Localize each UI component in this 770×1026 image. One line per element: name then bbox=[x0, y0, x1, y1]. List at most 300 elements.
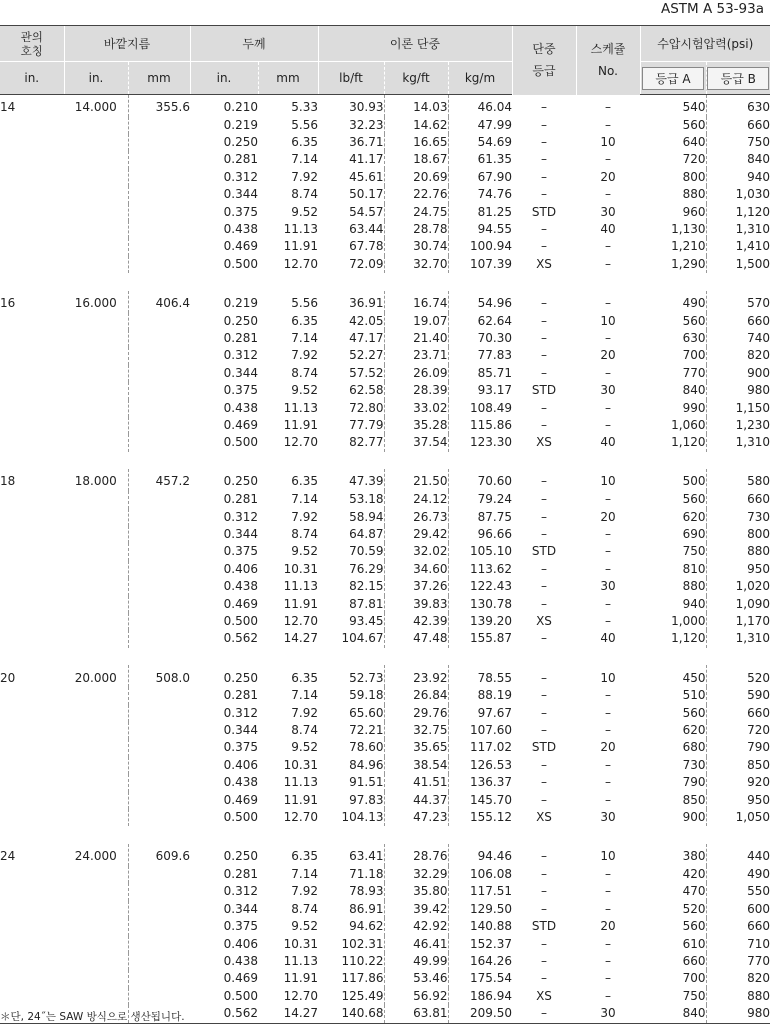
value-cell: 40 bbox=[600, 221, 616, 236]
value-cell: 1,050 bbox=[706, 809, 770, 826]
value-cell: 93.17 bbox=[448, 382, 512, 399]
value-cell: 0.312 bbox=[223, 884, 258, 899]
table-row bbox=[0, 883, 770, 900]
value-cell: 0.438 bbox=[223, 775, 258, 790]
value-cell: 78.93 bbox=[349, 884, 384, 899]
value-cell: 880 bbox=[682, 187, 706, 202]
value-cell: 0.312 bbox=[223, 705, 258, 720]
od-mm-cell bbox=[128, 792, 190, 809]
value-cell: 840 bbox=[706, 151, 770, 168]
value-cell: – bbox=[605, 561, 611, 576]
size-cell bbox=[0, 347, 64, 364]
value-cell: 93.45 bbox=[349, 614, 384, 629]
value-cell: – bbox=[605, 757, 611, 772]
value-cell: 106.08 bbox=[448, 866, 512, 883]
value-cell: 850 bbox=[706, 757, 770, 774]
value-cell: XS bbox=[536, 988, 552, 1003]
value-cell: 113.62 bbox=[448, 561, 512, 578]
value-cell: 0.344 bbox=[223, 527, 258, 541]
od-mm-cell bbox=[128, 705, 190, 722]
spacer-cell bbox=[0, 273, 770, 290]
size-cell bbox=[0, 901, 64, 918]
value-cell: – bbox=[541, 492, 547, 507]
value-cell: 14.27 bbox=[258, 1005, 318, 1023]
od-mm-cell bbox=[128, 901, 190, 918]
value-cell: 12.70 bbox=[283, 435, 318, 450]
value-cell: 52.27 bbox=[349, 348, 384, 363]
table-row bbox=[0, 204, 770, 221]
od-mm-cell bbox=[128, 347, 190, 364]
size-cell bbox=[0, 186, 64, 203]
od-in-cell bbox=[64, 543, 128, 560]
value-cell: 11.91 bbox=[283, 417, 318, 432]
table-row bbox=[0, 665, 770, 687]
value-cell: 6.35 bbox=[291, 849, 318, 864]
value-cell: 11.13 bbox=[283, 579, 318, 594]
value-cell: 6.35 bbox=[291, 313, 318, 328]
value-cell: 980 bbox=[706, 1005, 770, 1023]
od-in-cell bbox=[64, 630, 128, 647]
value-cell: 57.52 bbox=[349, 365, 384, 380]
value-cell: 1,130 bbox=[671, 221, 706, 236]
od-in-cell bbox=[64, 491, 128, 508]
value-cell: 0.250 bbox=[223, 849, 258, 864]
table-row bbox=[0, 95, 770, 117]
od-in-cell bbox=[64, 509, 128, 526]
od-mm-cell bbox=[128, 365, 190, 382]
value-cell: 660 bbox=[706, 491, 770, 508]
size-cell bbox=[0, 722, 64, 739]
value-cell: 0.469 bbox=[223, 971, 258, 986]
value-cell: 136.37 bbox=[448, 774, 512, 791]
value-cell: 0.312 bbox=[223, 509, 258, 524]
value-cell: STD bbox=[531, 740, 557, 755]
value-cell: 91.51 bbox=[349, 775, 384, 790]
size-cell bbox=[0, 705, 64, 722]
value-cell: 11.91 bbox=[283, 596, 318, 611]
value-cell: 94.46 bbox=[448, 844, 512, 866]
size-cell bbox=[0, 774, 64, 791]
value-cell: 47.48 bbox=[384, 630, 448, 647]
grade-a-box: 등급 A bbox=[642, 67, 704, 90]
value-cell: 53.46 bbox=[384, 970, 448, 987]
value-cell: – bbox=[541, 936, 547, 951]
value-cell: 1,290 bbox=[671, 256, 706, 271]
value-cell: 164.26 bbox=[448, 953, 512, 970]
value-cell: 30 bbox=[576, 1005, 640, 1023]
value-cell: 0.250 bbox=[223, 474, 258, 489]
value-cell: 125.49 bbox=[341, 988, 384, 1003]
value-cell: 12.70 bbox=[283, 614, 318, 629]
od-in-cell bbox=[64, 918, 128, 935]
table-row bbox=[0, 596, 770, 613]
value-cell: 840 bbox=[682, 383, 706, 398]
od-mm-cell bbox=[128, 866, 190, 883]
value-cell: 94.62 bbox=[349, 919, 384, 934]
value-cell: 40 bbox=[600, 631, 616, 646]
value-cell: – bbox=[605, 544, 611, 559]
value-cell: 97.83 bbox=[349, 792, 384, 807]
od-in-cell bbox=[64, 347, 128, 364]
value-cell: 58.94 bbox=[349, 509, 384, 524]
value-cell: 680 bbox=[682, 740, 706, 755]
value-cell: – bbox=[541, 631, 547, 646]
header-weight-class: 단중 등급 bbox=[512, 26, 576, 95]
value-cell: – bbox=[541, 509, 547, 524]
value-cell: 880 bbox=[706, 543, 770, 560]
value-cell: 37.54 bbox=[384, 434, 448, 451]
value-cell: – bbox=[541, 221, 547, 236]
value-cell: 620 bbox=[682, 723, 706, 738]
value-cell: 175.54 bbox=[448, 970, 512, 987]
group-spacer bbox=[0, 273, 770, 290]
value-cell: 660 bbox=[706, 705, 770, 722]
table-row bbox=[0, 739, 770, 756]
value-cell: – bbox=[605, 866, 611, 881]
od-in-cell bbox=[64, 256, 128, 273]
value-cell: 7.92 bbox=[291, 169, 318, 184]
value-cell: 10.31 bbox=[283, 561, 318, 576]
size-cell bbox=[0, 151, 64, 168]
table-row bbox=[0, 526, 770, 543]
od-in-cell bbox=[64, 866, 128, 883]
value-cell: 1,060 bbox=[671, 417, 706, 432]
value-cell: 140.88 bbox=[448, 918, 512, 935]
size-cell bbox=[0, 382, 64, 399]
value-cell: 1,150 bbox=[706, 400, 770, 417]
od-mm-cell: 355.6 bbox=[128, 95, 190, 117]
od-in-cell bbox=[64, 330, 128, 347]
value-cell: 145.70 bbox=[448, 792, 512, 809]
value-cell: 0.406 bbox=[223, 757, 258, 772]
value-cell: – bbox=[541, 330, 547, 345]
value-cell: 1,210 bbox=[671, 239, 706, 254]
value-cell: 450 bbox=[682, 670, 706, 685]
value-cell: 550 bbox=[706, 883, 770, 900]
table-row bbox=[0, 792, 770, 809]
spacer-cell bbox=[0, 826, 770, 843]
value-cell: 117.51 bbox=[448, 883, 512, 900]
value-cell: – bbox=[512, 1005, 576, 1023]
value-cell: 140.68 bbox=[318, 1005, 384, 1023]
header-pressure: 수압시험압력(psi) bbox=[640, 26, 770, 62]
value-cell: 28.76 bbox=[384, 844, 448, 866]
pipe-spec-table bbox=[0, 25, 770, 1024]
value-cell: 560 bbox=[682, 705, 706, 720]
table-header bbox=[0, 26, 770, 95]
value-cell: – bbox=[541, 417, 547, 432]
size-cell bbox=[0, 117, 64, 134]
value-cell: 0.344 bbox=[223, 365, 258, 380]
od-mm-cell bbox=[128, 687, 190, 704]
size-cell bbox=[0, 313, 64, 330]
value-cell: 0.406 bbox=[223, 936, 258, 951]
value-cell: 21.50 bbox=[384, 469, 448, 491]
value-cell: – bbox=[541, 953, 547, 968]
value-cell: 46.41 bbox=[384, 936, 448, 953]
value-cell: 380 bbox=[682, 849, 706, 864]
value-cell: – bbox=[541, 117, 547, 132]
value-cell: 18.67 bbox=[384, 151, 448, 168]
value-cell: 11.91 bbox=[283, 239, 318, 254]
value-cell: 186.94 bbox=[448, 988, 512, 1005]
header-od: 바깥지름 bbox=[64, 26, 190, 62]
value-cell: 34.60 bbox=[384, 561, 448, 578]
value-cell: 20 bbox=[600, 169, 616, 184]
value-cell: 108.49 bbox=[448, 400, 512, 417]
value-cell: 790 bbox=[682, 775, 706, 790]
table-body bbox=[0, 95, 770, 1024]
value-cell: 36.71 bbox=[349, 134, 384, 149]
value-cell: 740 bbox=[706, 330, 770, 347]
value-cell: 96.66 bbox=[448, 526, 512, 543]
od-mm-cell bbox=[128, 613, 190, 630]
value-cell: 1,410 bbox=[706, 238, 770, 255]
value-cell: 0.344 bbox=[223, 901, 258, 916]
value-cell: 77.79 bbox=[349, 417, 384, 432]
value-cell: 0.469 bbox=[223, 596, 258, 611]
group-spacer bbox=[0, 648, 770, 665]
value-cell: 7.14 bbox=[291, 330, 318, 345]
table-row bbox=[0, 757, 770, 774]
od-in-cell bbox=[64, 613, 128, 630]
value-cell: 10 bbox=[600, 474, 616, 489]
value-cell: 61.35 bbox=[448, 151, 512, 168]
value-cell: – bbox=[605, 365, 611, 380]
value-cell: 87.81 bbox=[349, 596, 384, 611]
value-cell: – bbox=[605, 187, 611, 202]
value-cell: 660 bbox=[706, 117, 770, 134]
table-row bbox=[0, 347, 770, 364]
value-cell: 11.91 bbox=[283, 792, 318, 807]
value-cell: 0.406 bbox=[223, 561, 258, 576]
table-row bbox=[0, 705, 770, 722]
value-cell: – bbox=[605, 295, 611, 310]
table-row bbox=[0, 117, 770, 134]
value-cell: – bbox=[541, 99, 547, 114]
value-cell: – bbox=[541, 365, 547, 380]
od-in-cell bbox=[64, 687, 128, 704]
table-row bbox=[0, 543, 770, 560]
value-cell: 62.64 bbox=[448, 313, 512, 330]
table-row bbox=[0, 988, 770, 1005]
od-in-cell bbox=[64, 526, 128, 543]
size-cell bbox=[0, 988, 64, 1005]
value-cell: 81.25 bbox=[448, 204, 512, 221]
od-in-cell bbox=[64, 705, 128, 722]
value-cell: 730 bbox=[682, 757, 706, 772]
value-cell: 70.59 bbox=[349, 544, 384, 559]
size-cell bbox=[0, 204, 64, 221]
header-od-mm: mm bbox=[128, 62, 190, 95]
value-cell: – bbox=[605, 614, 611, 629]
od-in-cell bbox=[64, 365, 128, 382]
value-cell: 20 bbox=[600, 509, 616, 524]
value-cell: 590 bbox=[706, 687, 770, 704]
value-cell: 0.250 bbox=[223, 313, 258, 328]
size-cell: 18 bbox=[0, 474, 16, 489]
value-cell: 0.500 bbox=[223, 614, 258, 629]
size-cell bbox=[0, 543, 64, 560]
value-cell: 500 bbox=[682, 474, 706, 489]
od-in-cell bbox=[64, 936, 128, 953]
group-spacer bbox=[0, 452, 770, 469]
size-cell bbox=[0, 526, 64, 543]
value-cell: – bbox=[541, 705, 547, 720]
od-mm-cell bbox=[128, 578, 190, 595]
value-cell: 78.60 bbox=[349, 740, 384, 755]
size-cell: 16 bbox=[0, 295, 16, 310]
header-kgft: kg/ft bbox=[384, 62, 448, 95]
od-in-cell bbox=[64, 883, 128, 900]
value-cell: 35.28 bbox=[384, 417, 448, 434]
od-in-cell bbox=[64, 722, 128, 739]
value-cell: – bbox=[541, 239, 547, 254]
value-cell: 23.71 bbox=[384, 347, 448, 364]
value-cell: 0.281 bbox=[223, 152, 258, 167]
value-cell: 0.438 bbox=[223, 953, 258, 968]
value-cell: – bbox=[605, 492, 611, 507]
value-cell: 470 bbox=[682, 884, 706, 899]
value-cell: – bbox=[605, 99, 611, 114]
value-cell: 750 bbox=[706, 134, 770, 151]
value-cell: 1,090 bbox=[706, 596, 770, 613]
od-in-cell bbox=[64, 238, 128, 255]
od-mm-cell bbox=[128, 204, 190, 221]
value-cell: STD bbox=[531, 383, 557, 398]
value-cell: XS bbox=[536, 435, 552, 450]
value-cell: – bbox=[541, 792, 547, 807]
od-mm-cell bbox=[128, 918, 190, 935]
od-in-cell bbox=[64, 186, 128, 203]
value-cell: 10 bbox=[600, 849, 616, 864]
value-cell: 7.14 bbox=[291, 866, 318, 881]
value-cell: 40 bbox=[600, 435, 616, 450]
value-cell: 54.69 bbox=[448, 134, 512, 151]
value-cell: 64.87 bbox=[349, 527, 384, 541]
value-cell: 110.22 bbox=[341, 953, 384, 968]
od-mm-cell bbox=[128, 169, 190, 186]
value-cell: 20 bbox=[600, 348, 616, 363]
value-cell: 0.375 bbox=[223, 544, 258, 559]
size-cell bbox=[0, 936, 64, 953]
od-mm-cell bbox=[128, 988, 190, 1005]
value-cell: 1,120 bbox=[671, 435, 706, 450]
value-cell: 32.29 bbox=[384, 866, 448, 883]
value-cell: 79.24 bbox=[448, 491, 512, 508]
value-cell: 24.12 bbox=[384, 491, 448, 508]
table-row bbox=[0, 844, 770, 866]
value-cell: 440 bbox=[706, 844, 770, 866]
value-cell: 770 bbox=[682, 365, 706, 380]
value-cell: 54.96 bbox=[448, 291, 512, 313]
value-cell: 35.65 bbox=[384, 739, 448, 756]
od-in-cell bbox=[64, 988, 128, 1005]
value-cell: – bbox=[541, 348, 547, 363]
od-in-cell bbox=[64, 221, 128, 238]
header-nominal: 관의 호칭 bbox=[0, 26, 64, 62]
size-cell bbox=[0, 400, 64, 417]
value-cell: 1,170 bbox=[706, 613, 770, 630]
od-mm-cell bbox=[128, 936, 190, 953]
od-mm-cell bbox=[128, 526, 190, 543]
size-cell bbox=[0, 953, 64, 970]
size-cell bbox=[0, 169, 64, 186]
value-cell: – bbox=[541, 561, 547, 576]
value-cell: 76.29 bbox=[349, 561, 384, 576]
od-in-cell bbox=[64, 382, 128, 399]
table-row bbox=[0, 613, 770, 630]
size-cell bbox=[0, 578, 64, 595]
od-in-cell bbox=[64, 117, 128, 134]
value-cell: – bbox=[541, 169, 547, 184]
table-row bbox=[0, 256, 770, 273]
size-cell: 20 bbox=[0, 670, 16, 685]
value-cell: 82.15 bbox=[349, 579, 384, 594]
value-cell: XS bbox=[536, 810, 552, 825]
od-mm-cell bbox=[128, 238, 190, 255]
value-cell: STD bbox=[531, 919, 557, 934]
od-in-cell bbox=[64, 561, 128, 578]
table-row bbox=[0, 469, 770, 491]
value-cell: 14.62 bbox=[384, 117, 448, 134]
size-cell bbox=[0, 739, 64, 756]
value-cell: 42.92 bbox=[384, 918, 448, 935]
value-cell: 940 bbox=[706, 169, 770, 186]
value-cell: – bbox=[541, 400, 547, 415]
od-mm-cell bbox=[128, 630, 190, 647]
footnote: ＊단, 24˝는 SAW 방식으로 생산됩니다. bbox=[0, 1011, 185, 1023]
od-mm-cell bbox=[128, 151, 190, 168]
header-wt-in: in. bbox=[190, 62, 258, 95]
grade-b-box: 등급 B bbox=[707, 67, 769, 90]
header-grade-a bbox=[640, 62, 706, 95]
value-cell: 102.31 bbox=[341, 936, 384, 951]
value-cell: 1,120 bbox=[706, 204, 770, 221]
value-cell: 9.52 bbox=[291, 544, 318, 559]
value-cell: 30.74 bbox=[384, 238, 448, 255]
value-cell: 0.500 bbox=[223, 256, 258, 271]
value-cell: 155.87 bbox=[448, 630, 512, 647]
value-cell: 790 bbox=[706, 739, 770, 756]
value-cell: 32.70 bbox=[384, 256, 448, 273]
value-cell: 126.53 bbox=[448, 757, 512, 774]
table-row bbox=[0, 186, 770, 203]
value-cell: 88.19 bbox=[448, 687, 512, 704]
od-in-cell bbox=[64, 313, 128, 330]
value-cell: 10.31 bbox=[283, 936, 318, 951]
value-cell: 520 bbox=[682, 901, 706, 916]
value-cell: 940 bbox=[682, 596, 706, 611]
table-row bbox=[0, 722, 770, 739]
od-in-cell bbox=[64, 434, 128, 451]
value-cell: 0.219 bbox=[223, 117, 258, 132]
value-cell: 7.14 bbox=[291, 152, 318, 167]
value-cell: 11.13 bbox=[283, 953, 318, 968]
size-cell bbox=[0, 256, 64, 273]
value-cell: 117.86 bbox=[341, 971, 384, 986]
value-cell: 44.37 bbox=[384, 792, 448, 809]
od-mm-cell bbox=[128, 221, 190, 238]
value-cell: 900 bbox=[682, 810, 706, 825]
size-cell bbox=[0, 630, 64, 647]
value-cell: 67.90 bbox=[448, 169, 512, 186]
size-cell bbox=[0, 238, 64, 255]
od-mm-cell bbox=[128, 757, 190, 774]
value-cell: 990 bbox=[682, 400, 706, 415]
value-cell: 7.92 bbox=[291, 509, 318, 524]
value-cell: 0.250 bbox=[223, 670, 258, 685]
